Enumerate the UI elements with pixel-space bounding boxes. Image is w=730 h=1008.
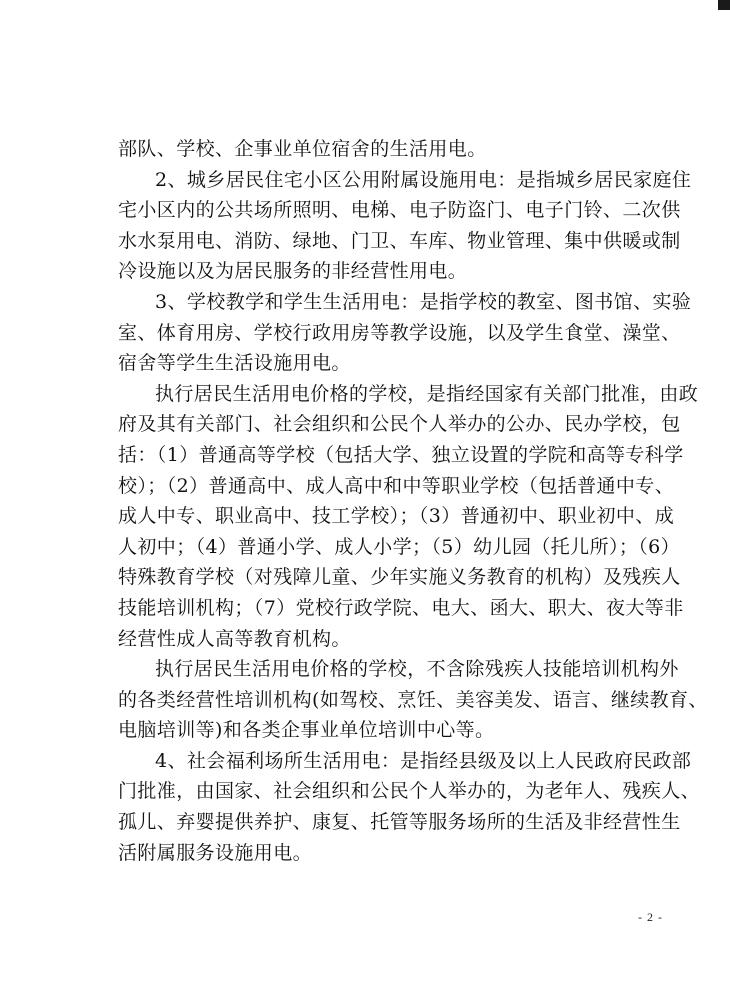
- paragraph-line: 水水泵用电、消防、绿地、门卫、车库、物业管理、集中供暖或制: [118, 229, 681, 252]
- paragraph-line: 冷设施以及为居民服务的非经营性用电。: [118, 260, 468, 283]
- paragraph-line: 府及其有关部门、社会组织和公民个人举办的公办、民办学校，包: [118, 413, 681, 436]
- paragraph-line: 宅小区内的公共场所照明、电梯、电子防盗门、电子门铃、二次供: [118, 199, 681, 222]
- paragraph-line: 经营性成人高等教育机构。: [118, 627, 351, 650]
- paragraph-line: 技能培训机构；（7）党校行政学院、电大、函大、职大、夜大等非: [118, 596, 684, 619]
- paragraph-line: 电脑培训等)和各类企事业单位培训中心等。: [118, 719, 495, 742]
- body-text: [118, 134, 708, 868]
- paragraph-line: 部队、学校、企事业单位宿舍的生活用电。: [118, 138, 487, 160]
- paragraph-line: 2、城乡居民住宅小区公用附属设施用电：是指城乡居民家庭住: [155, 168, 692, 191]
- page-number: - 2 -: [638, 910, 663, 924]
- paragraph-line: 的各类经营性培训机构(如驾校、烹饪、美容美发、语言、继续教育、: [118, 688, 708, 711]
- paragraph-line: 3、学校教学和学生生活用电：是指学校的教室、图书馆、实验: [155, 290, 692, 313]
- paragraph-line: 活附属服务设施用电。: [118, 841, 313, 864]
- paragraph-line: 宿舍等学生生活设施用电。: [118, 352, 351, 375]
- scan-artifact: [718, 0, 730, 10]
- paragraph-line: 特殊教育学校（对残障儿童、少年实施义务教育的机构）及残疾人: [118, 566, 681, 589]
- paragraph-line: 孤儿、弃婴提供养护、康复、托管等服务场所的生活及非经营性生: [118, 811, 681, 834]
- paragraph-line: 校）；（2）普通高中、成人高中和中等职业学校（包括普通中专、: [118, 474, 675, 497]
- paragraph-line: 人初中；（4）普通小学、成人小学；（5）幼儿园（托儿所）；（6）: [118, 535, 681, 558]
- paragraph-line: 门批准，由国家、社会组织和公民个人举办的，为老年人、残疾人、: [118, 780, 701, 803]
- paragraph-line: 执行居民生活用电价格的学校，是指经国家有关部门批准，由政: [155, 382, 699, 405]
- paragraph-line: 4、社会福利场所生活用电：是指经县级及以上人民政府民政部: [155, 749, 692, 772]
- paragraph-line: 室、体育用房、学校行政用房等教学设施，以及学生食堂、澡堂、: [118, 321, 681, 344]
- paragraph-line: 执行居民生活用电价格的学校，不含除残疾人技能培训机构外: [155, 658, 679, 681]
- paragraph-line: 成人中专、职业高中、技工学校）；（3）普通初中、职业初中、成: [118, 505, 675, 528]
- paragraph-line: 括：（1）普通高等学校（包括大学、独立设置的学院和高等专科学: [118, 443, 684, 466]
